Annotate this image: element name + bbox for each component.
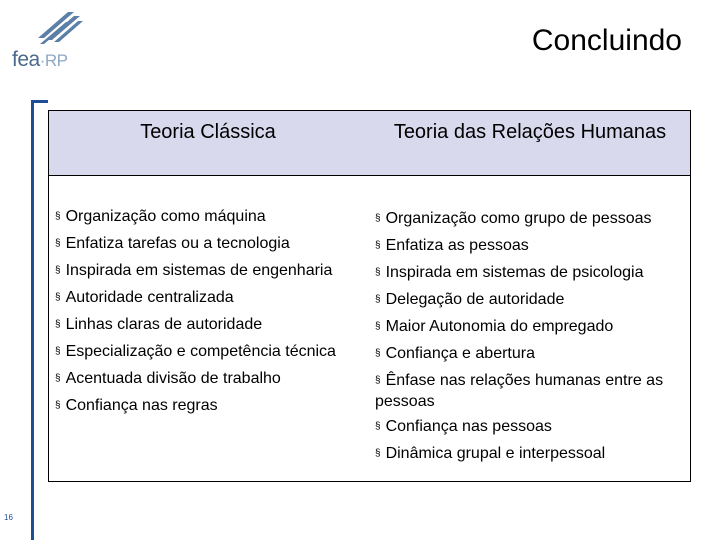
bullet-icon: §: [55, 319, 61, 330]
list-item: [55, 288, 355, 309]
list-item: [375, 290, 687, 311]
bullet-icon: §: [375, 321, 381, 332]
list-item: [375, 317, 687, 338]
bullet-icon: §: [375, 240, 381, 251]
list-item: [375, 263, 687, 284]
list-item-text: Inspirada em sistemas de psicologia: [385, 264, 644, 281]
classical-theory-list: [55, 207, 355, 423]
bullet-icon: §: [55, 238, 61, 249]
list-item-text: Inspirada em sistemas de engenharia: [65, 262, 333, 279]
slide-number: 16: [4, 513, 13, 522]
list-item-text: Confiança e abertura: [385, 345, 535, 362]
bullet-icon: §: [55, 346, 61, 357]
list-item-text: Maior Autonomia do empregado: [385, 318, 614, 335]
logo-stripes-icon: [10, 8, 90, 48]
list-item-text: Linhas claras de autoridade: [65, 316, 263, 333]
list-item: [375, 371, 687, 411]
human-relations-list: [375, 209, 687, 471]
bullet-icon: §: [55, 265, 61, 276]
header-classical-theory: Teoria Clássica: [140, 121, 276, 143]
list-item-text: Enfatiza as pessoas: [385, 237, 529, 254]
bullet-icon: §: [375, 448, 381, 459]
list-item-text: Ênfase nas relações humanas entre as pessoas: [375, 372, 664, 410]
list-item-text: Organização como máquina: [65, 208, 266, 225]
list-item-text: Delegação de autoridade: [385, 291, 565, 308]
list-item-text: Confiança nas pessoas: [385, 418, 552, 435]
horizontal-accent-line: [31, 100, 48, 103]
list-item-text: Organização como grupo de pessoas: [385, 210, 652, 227]
table-header-row: [49, 111, 690, 176]
list-item: [375, 344, 687, 365]
list-item-text: Enfatiza tarefas ou a tecnologia: [65, 235, 290, 252]
list-item: [375, 444, 687, 465]
bullet-icon: §: [55, 211, 61, 222]
bullet-icon: §: [375, 421, 381, 432]
bullet-icon: §: [375, 348, 381, 359]
header-human-relations-theory: Teoria das Relações Humanas: [393, 121, 667, 143]
list-item-text: Acentuada divisão de trabalho: [65, 370, 281, 387]
vertical-accent-line: [31, 100, 34, 540]
list-item-text: Confiança nas regras: [65, 397, 218, 414]
list-item: [55, 207, 355, 228]
bullet-icon: §: [375, 267, 381, 278]
list-item: [55, 396, 355, 417]
slide-title: Concluindo: [531, 24, 682, 57]
bullet-icon: §: [55, 292, 61, 303]
bullet-icon: §: [375, 213, 381, 224]
logo-text: fea·RP: [12, 48, 68, 71]
bullet-icon: §: [55, 400, 61, 411]
list-item: [55, 342, 355, 363]
logo-main-text: fea: [12, 48, 40, 71]
list-item: [55, 234, 355, 255]
bullet-icon: §: [55, 373, 61, 384]
logo-suffix-text: RP: [44, 51, 68, 70]
fea-rp-logo: [10, 8, 90, 70]
list-item-text: Autoridade centralizada: [65, 289, 234, 306]
list-item-text: Dinâmica grupal e interpessoal: [385, 445, 606, 462]
bullet-icon: §: [375, 375, 381, 386]
list-item: [375, 236, 687, 257]
list-item: [375, 417, 687, 438]
bullet-icon: §: [375, 294, 381, 305]
list-item: [55, 261, 355, 282]
list-item: [55, 315, 355, 336]
list-item: [375, 209, 687, 230]
list-item-text: Especialização e competência técnica: [65, 343, 336, 360]
list-item: [55, 369, 355, 390]
comparison-table: [48, 110, 691, 482]
